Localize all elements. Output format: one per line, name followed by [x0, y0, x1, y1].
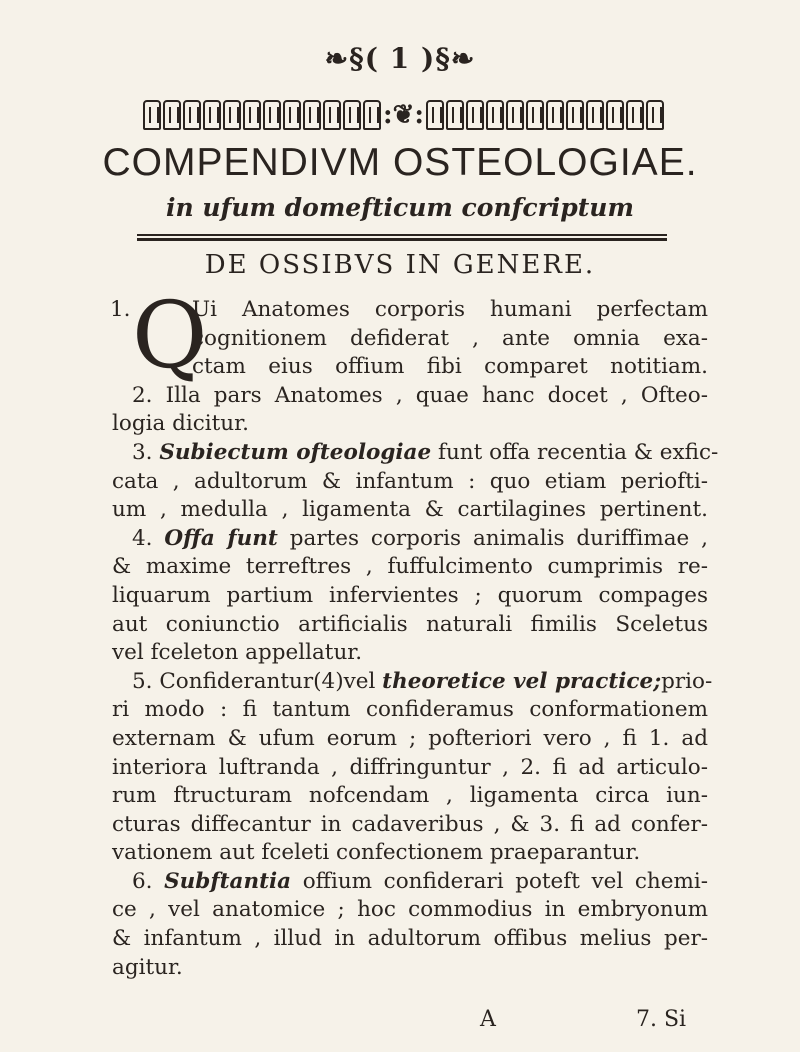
text-line: cata , adultorum & infantum : quo etiam periofti-: [112, 468, 708, 494]
paragraph-number: 6.: [132, 868, 153, 894]
text-line: ctam eius offium fibi comparet notitiam.: [192, 354, 708, 380]
text-line: logia dicitur.: [112, 411, 249, 437]
text-line: [112, 525, 708, 554]
text-line: ce , vel anatomice ; hoc commodius in embryonum: [112, 897, 708, 923]
text-line: externam & ufum eorum ; pofteriori vero , fi 1. ad: [112, 725, 708, 751]
text-line: & infantum , illud in adultorum offibus melius per-: [112, 926, 708, 952]
italic-term: Subiectum ofteologiae: [159, 439, 432, 465]
text-line: liquarum partium infervientes ; quorum compages: [112, 582, 708, 608]
text-run: prio-: [661, 668, 713, 694]
divider-thick: [137, 238, 667, 241]
text-line: [112, 439, 719, 468]
ornament-center-icon: :❦:: [383, 100, 424, 130]
subtitle: in ufum domefticum confcriptum: [166, 193, 634, 222]
italic-term: theoretice vel practice;: [382, 668, 662, 694]
paragraph-6: [112, 868, 708, 982]
text-line: cturas diffecantur in cadaveribus , & 3. fi ad confer-: [112, 811, 708, 837]
text-line: 2. Illa pars Anatomes , quae hanc docet , Ofteo-: [132, 382, 708, 408]
text-run: 5. Confiderantur(4)vel: [132, 668, 376, 694]
catchword: 7. Si: [636, 1007, 687, 1032]
paragraph-3: [112, 439, 719, 525]
drop-cap: Q: [132, 282, 208, 389]
text-line: um , medulla , ligamenta & cartilagines pertinent.: [112, 497, 708, 523]
italic-term: Subftantia: [164, 868, 292, 894]
ornament-left: [143, 100, 381, 130]
paragraph-number: 3.: [132, 439, 153, 465]
text-line: & maxime terreftres , fuffulcimento cumprimis re-: [112, 554, 708, 580]
paragraph-5: [112, 668, 713, 868]
main-title: COMPENDIVM OSTEOLOGIAE.: [102, 141, 698, 184]
divider-thin: [137, 234, 667, 236]
text-line: [112, 868, 708, 897]
paragraph-2: [112, 382, 708, 439]
text-line: Ui Anatomes corporis humani perfectam: [192, 297, 708, 322]
text-run: funt offa recentia & exfic-: [438, 439, 719, 465]
text-line: cognitionem defiderat , ante omnia exa-: [192, 325, 708, 351]
text-line: vationem aut fceleti confectionem praeparantur.: [112, 840, 641, 866]
text-line: agitur.: [112, 954, 183, 980]
text-run: offium confiderari poteft vel chemi-: [302, 868, 708, 894]
text-line: interiora luftranda , diffringuntur , 2. fi ad articulo-: [112, 754, 708, 780]
text-line: rum ftructuram nofcendam , ligamenta circa iun-: [112, 783, 708, 809]
text-line: [112, 668, 713, 697]
page-folio: ❧§( 1 )§❧: [324, 42, 476, 75]
signature-mark: A: [480, 1007, 496, 1032]
ornament-right: [426, 100, 664, 130]
italic-term: Offa funt: [164, 525, 278, 551]
text-line: vel fceleton appellatur.: [112, 640, 363, 666]
paragraph-4: [112, 525, 708, 668]
paragraph-number: 4.: [132, 525, 153, 551]
text-line: aut coniunctio artificialis naturali fimilis Sceletus: [112, 611, 708, 637]
paragraph-number: 1.: [110, 297, 131, 322]
section-heading: DE OSSIBVS IN GENERE.: [204, 250, 596, 280]
paragraph-1: [110, 282, 708, 389]
decorative-ornament-band: [143, 97, 660, 133]
body-text: [110, 282, 719, 982]
text-run: partes corporis animalis duriffimae ,: [289, 525, 708, 551]
text-line: ri modo : fi tantum confideramus conformationem: [112, 697, 708, 723]
